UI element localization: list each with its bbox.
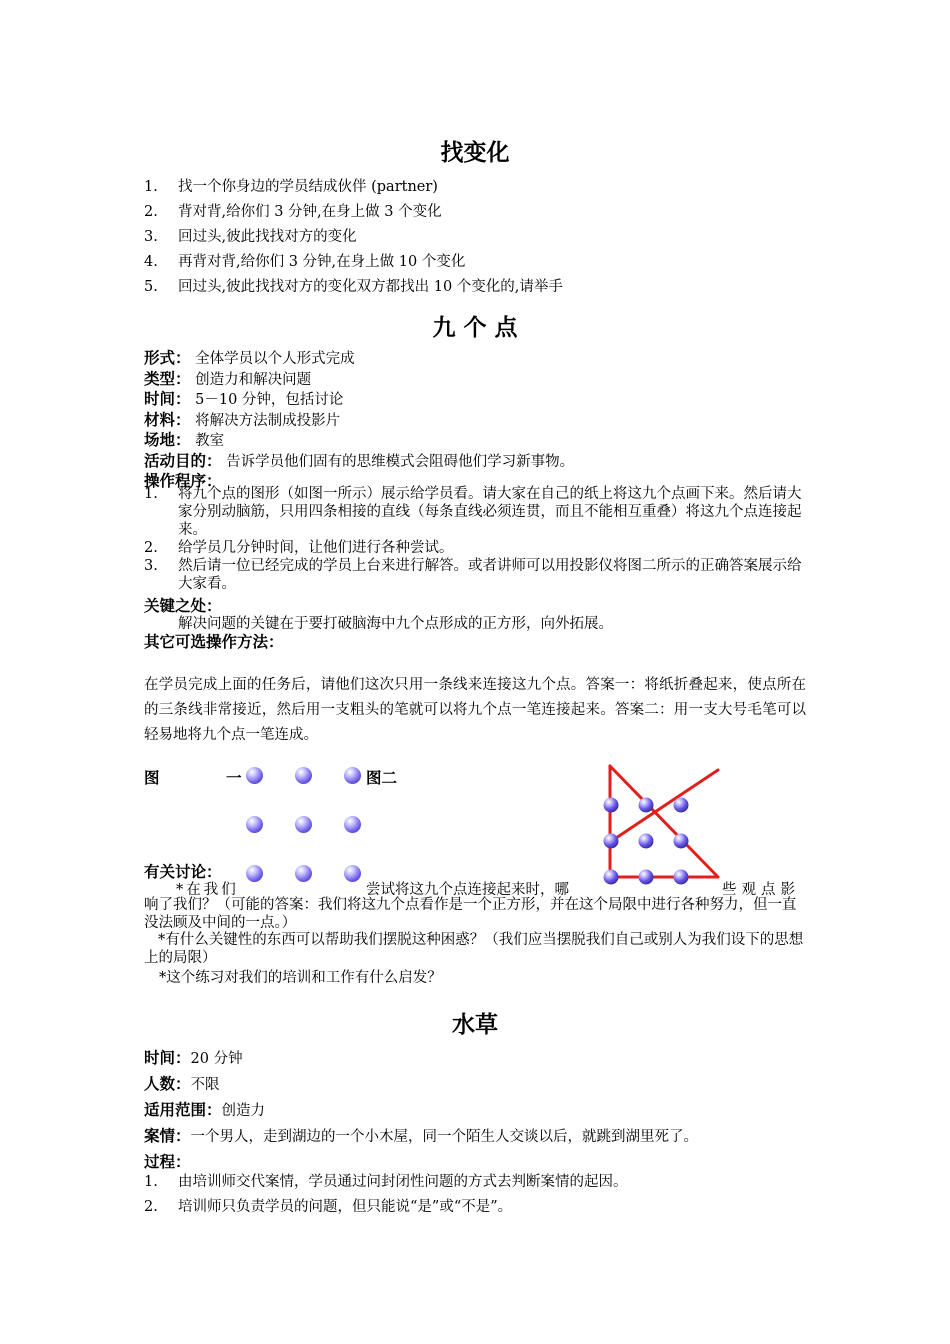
waterweed-fields bbox=[144, 1046, 698, 1175]
procedure-list bbox=[144, 485, 806, 593]
list-item: 2. 背对背,给你们 3 分钟,在身上做 3 个变化 bbox=[144, 204, 442, 220]
field-row: 适用范围：创造力 bbox=[144, 1101, 266, 1119]
list-item: 2. 给学员几分钟时间，让他们进行各种尝试。 bbox=[144, 540, 454, 556]
section-title-waterweed: 水草 bbox=[452, 1012, 498, 1038]
list-item: 3. 回过头,彼此找找对方的变化 bbox=[144, 229, 357, 245]
field-row: 案情：一个男人，走到湖边的一个小木屋，同一个陌生人交谈以后，就跳到湖里死了。 bbox=[144, 1127, 699, 1145]
dot bbox=[604, 798, 619, 813]
field-row: 场地： 教室 bbox=[144, 431, 225, 449]
alt-methods-label: 其它可选操作方法： bbox=[144, 633, 284, 651]
list-item: 3. 然后请一位已经完成的学员上台来进行解答。或者讲师可以用投影仪将图二所示的正确答案展示给大家看。 bbox=[144, 558, 802, 592]
discussion-q1-part-a: *在我们 bbox=[176, 882, 239, 898]
field-row: 材料： 将解决方法制成投影片 bbox=[144, 410, 341, 429]
figure-two-solution bbox=[596, 760, 726, 890]
dot bbox=[344, 865, 361, 882]
process-label: 过程： bbox=[144, 1153, 191, 1171]
process-list bbox=[144, 1170, 628, 1220]
alt-methods-text: 在学员完成上面的任务后，请他们这次只用一条线来连接这九个点。答案一：将纸折叠起来，使点所在的三条线非常接近，然后用一支粗头的笔就可以将九个点一笔连接起来。答案二：用一支大号毛笔可以轻易地将九个点一笔连成。 bbox=[144, 677, 806, 743]
key-label: 关键之处： bbox=[144, 597, 222, 615]
dot bbox=[639, 798, 654, 813]
field-row: 时间： 5－10 分钟，包括讨论 bbox=[144, 390, 344, 408]
dot bbox=[674, 798, 689, 813]
nine-dots-fields bbox=[144, 349, 574, 492]
list-item: 1. 找一个你身边的学员结成伙伴 (partner) bbox=[144, 179, 438, 195]
field-row: 形式： 全体学员以个人形式完成 bbox=[144, 349, 355, 367]
field-row: 类型： 创造力和解决问题 bbox=[144, 369, 312, 388]
figure-one-nine-dots bbox=[244, 765, 369, 890]
list-item: 1. 由培训师交代案情，学员通过问封闭性问题的方式去判断案情的起因。 bbox=[144, 1174, 628, 1190]
dot bbox=[639, 870, 654, 885]
dot bbox=[246, 816, 263, 833]
solution-line-3 bbox=[610, 766, 718, 877]
dot bbox=[295, 767, 312, 784]
discussion-q1-part-d: 响了我们？（可能的答案：我们将这九个点看作是一个正方形，并在这个局限中进行各种努力，但一直没法顾及中间的一点。） bbox=[144, 897, 797, 931]
dot bbox=[344, 767, 361, 784]
section-title-nine-dots: 九 个 点 bbox=[432, 315, 518, 341]
dot bbox=[639, 834, 654, 849]
dot bbox=[295, 816, 312, 833]
list-item: 1. 将九个点的图形（如图一所示）展示给学员看。请大家在自己的纸上将这九个点画下来。然后请大家分别动脑筋，只用四条相接的直线（每条直线必须连贯，而且不能相互重叠）将这九个点连接起来。 bbox=[144, 486, 802, 538]
dot bbox=[604, 870, 619, 885]
dot bbox=[674, 870, 689, 885]
field-row: 时间：20 分钟 bbox=[144, 1049, 243, 1067]
figure-one-label-a: 图 bbox=[144, 769, 160, 787]
list-item: 5. 回过头,彼此找找对方的变化双方都找出 10 个变化的,请举手 bbox=[144, 279, 563, 295]
discussion-label: 有关讨论： bbox=[144, 863, 222, 881]
procedure-label: 操作程序： bbox=[144, 472, 222, 490]
discussion-q1-part-b: 尝试将这九个点连接起来时，哪 bbox=[366, 882, 569, 898]
list-item: 4. 再背对背,给你们 3 分钟,在身上做 10 个变化 bbox=[144, 254, 466, 270]
dot bbox=[295, 865, 312, 882]
discussion-q3: *这个练习对我们的培训和工作有什么启发？ bbox=[159, 970, 442, 986]
find-changes-list bbox=[144, 175, 563, 300]
section-title-find-changes: 找变化 bbox=[440, 140, 510, 166]
dot bbox=[246, 767, 263, 784]
field-row: 人数：不限 bbox=[144, 1075, 220, 1093]
dot bbox=[604, 834, 619, 849]
field-row: 活动目的： 告诉学员他们固有的思维模式会阻碍他们学习新事物。 bbox=[144, 451, 575, 470]
dot bbox=[344, 816, 361, 833]
dot bbox=[674, 834, 689, 849]
discussion-q2: *有什么关键性的东西可以帮助我们摆脱这种困惑？（我们应当摆脱我们自己或别人为我们设下的思想上的局限） bbox=[144, 932, 804, 966]
discussion-q1-part-c: 些观点影 bbox=[722, 882, 800, 898]
figure-two-label: 图二 bbox=[366, 769, 398, 787]
dot bbox=[246, 865, 263, 882]
key-text: 解决问题的关键在于要打破脑海中九个点形成的正方形，向外拓展。 bbox=[178, 616, 613, 632]
figure-one-label-b: 一 bbox=[226, 769, 242, 787]
list-item: 2. 培训师只负责学员的问题，但只能说“是”或“不是”。 bbox=[144, 1199, 513, 1215]
